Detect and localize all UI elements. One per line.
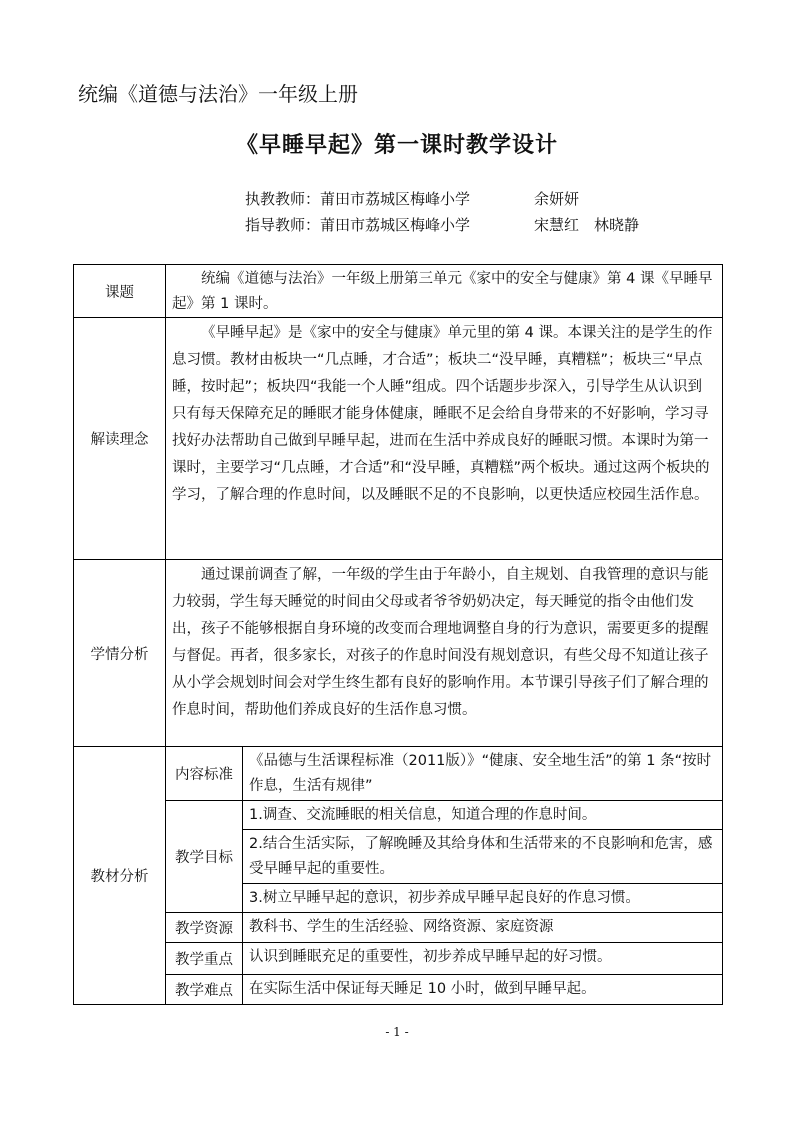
lesson-text: 统编《道德与法治》一年级上册第三单元《家中的安全与健康》第 4 课《早睡早起》第 1 课时。 bbox=[172, 271, 713, 312]
sub-body-standard bbox=[243, 747, 723, 801]
teacher-name: 余妍妍 bbox=[534, 190, 580, 208]
row-goal-1 bbox=[74, 801, 723, 830]
sub-body-key bbox=[243, 943, 723, 975]
goal-text: 3.树立早睡早起的意识，初步养成早睡早起良好的作息习惯。 bbox=[249, 890, 640, 906]
row-head-learners: 学情分析 bbox=[74, 560, 166, 747]
teacher-line bbox=[245, 188, 665, 212]
goal-item bbox=[243, 830, 723, 884]
goal-text: 1.调查、交流睡眠的相关信息，知道合理的作息时间。 bbox=[249, 807, 597, 823]
advisor-names: 宋慧红 林晓静 bbox=[534, 216, 640, 234]
learners-text: 通过课前调查了解，一年级的学生由于年龄小，自主规划、自我管理的意识与能力较弱，学生每天睡觉的时间由父母或者爷爷奶奶决定，每天睡觉的指令由他们发出，孩子不能够根据自身环境的改变而合理地调整自身的行为意识，需要更多的提醒与督促。再者，很多家长，对孩子的作息时间没有规划意识，有些父母不知道让孩子从小学会规划时间会对学生终生都有良好的影响作用。本节课引导孩子们了解合理的作息时间，帮助他们养成良好的生活作息习惯。 bbox=[172, 567, 709, 718]
resources-text: 教科书、学生的生活经验、网络资源、家庭资源 bbox=[249, 919, 554, 935]
sub-head-key: 教学重点 bbox=[166, 943, 243, 975]
sub-head-goals: 教学目标 bbox=[166, 801, 243, 913]
key-text: 认识到睡眠充足的重要性，初步养成早睡早起的好习惯。 bbox=[249, 949, 612, 965]
advisor-label: 指导教师：莆田市荔城区梅峰小学 bbox=[245, 216, 471, 234]
row-difficulty bbox=[74, 975, 723, 1005]
goal-item bbox=[243, 801, 723, 830]
sub-head-standard: 内容标准 bbox=[166, 747, 243, 801]
page-title: 《早睡早起》第一课时教学设计 bbox=[235, 133, 558, 158]
page-number: - 1 - bbox=[385, 1025, 409, 1039]
sub-head-difficulty: 教学难点 bbox=[166, 975, 243, 1005]
row-head-concept: 解读理念 bbox=[74, 318, 166, 560]
row-head-lesson: 课题 bbox=[74, 265, 166, 318]
row-key bbox=[74, 943, 723, 975]
lesson-design-table bbox=[73, 264, 723, 1005]
difficulty-text: 在实际生活中保证每天睡足 10 小时，做到早睡早起。 bbox=[249, 981, 596, 997]
standard-text: 《品德与生活课程标准（2011版）》“健康、安全地生活”的第 1 条“按时作息，生活有规律” bbox=[249, 753, 712, 794]
row-learners bbox=[74, 560, 723, 747]
sub-body-difficulty bbox=[243, 975, 723, 1005]
sub-head-resources: 教学资源 bbox=[166, 913, 243, 943]
series-title: 统编《道德与法治》一年级上册 bbox=[78, 82, 358, 106]
goal-text: 2.结合生活实际，了解晚睡及其给身体和生活带来的不良影响和危害，感受早睡早起的重要性。 bbox=[249, 836, 713, 877]
row-head-textbook: 教材分析 bbox=[74, 747, 166, 1005]
concept-text: 《早睡早起》是《家中的安全与健康》单元里的第 4 课。本课关注的是学生的作息习惯。教材由板块一“几点睡，才合适”；板块二“没早睡，真糟糕”；板块三“早点睡，按时起”；板块四“我能一个人睡”组成。四个话题步步深入，引导学生从认识到只有每天保障充足的睡眠才能身体健康，睡眠不足会给自身带来的不好影响，学习寻找好办法帮助自己做到早睡早起，进而在生活中养成良好的睡眠习惯。本课时为第一课时，主要学习“几点睡，才合适”和“没早睡，真糟糕”两个板块。通过这两个板块的学习，了解合理的作息时间，以及睡眠不足的不良影响，以更快适应校园生活作息。 bbox=[172, 325, 713, 503]
row-body-learners bbox=[166, 560, 723, 747]
sub-body-resources bbox=[243, 913, 723, 943]
row-standard bbox=[74, 747, 723, 801]
goal-item bbox=[243, 884, 723, 913]
row-resources bbox=[74, 913, 723, 943]
row-body-concept bbox=[166, 318, 723, 560]
teacher-label: 执教教师：莆田市荔城区梅峰小学 bbox=[245, 190, 471, 208]
advisor-line bbox=[245, 214, 665, 238]
row-concept bbox=[74, 318, 723, 560]
row-body-lesson bbox=[166, 265, 723, 318]
row-lesson bbox=[74, 265, 723, 318]
